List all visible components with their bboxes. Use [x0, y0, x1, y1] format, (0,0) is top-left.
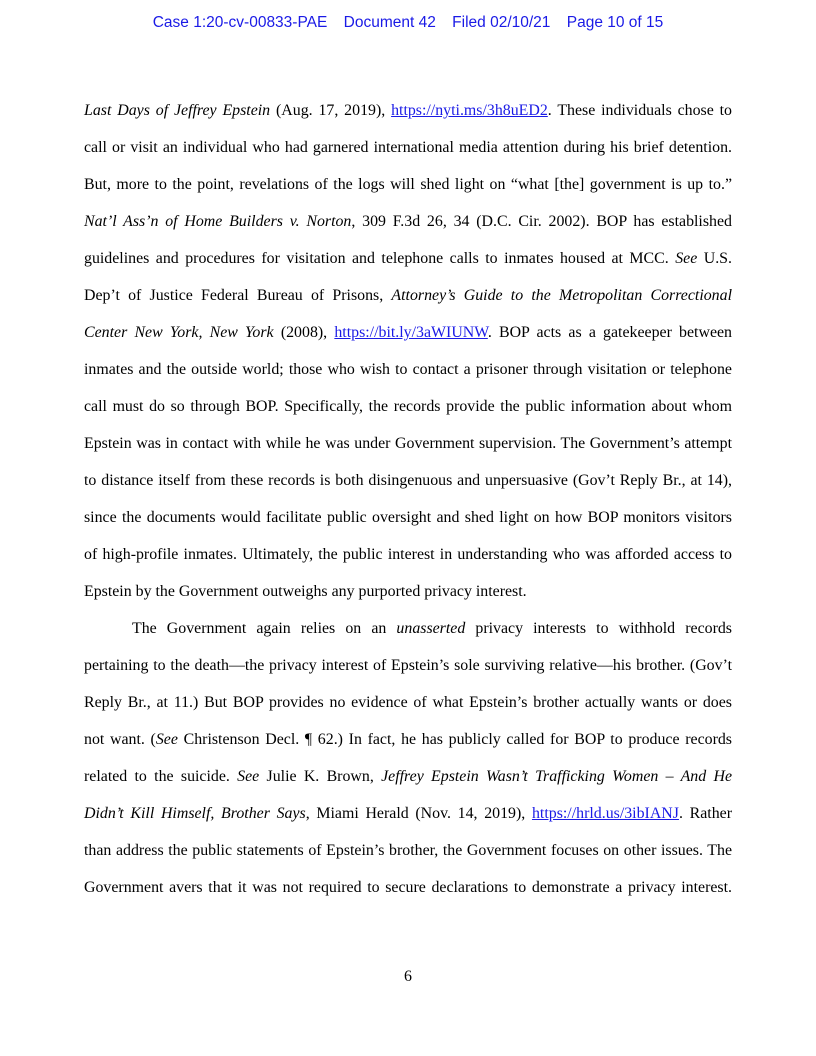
text-line: to distance itself from these records is both disingenuous and unpersuasive (Gov’t Reply Br., at 14), — [84, 472, 732, 489]
text-line: Reply Br., at 11.) But BOP provides no evidence of what Epstein’s brother actually wants or does — [84, 694, 732, 711]
text-span: Julie K. Brown, — [259, 768, 382, 785]
document-number: Document 42 — [343, 14, 436, 31]
text-span: (2008), — [273, 324, 335, 341]
bitly-link[interactable]: https://bit.ly/3aWIUNW — [334, 324, 488, 341]
text-span: not want. ( — [84, 731, 156, 748]
signal-see: See — [237, 768, 260, 785]
page-count: Page 10 of 15 — [566, 14, 664, 31]
nyt-link[interactable]: https://nyti.ms/3h8uED2 — [391, 102, 548, 119]
text-span: . Rather — [678, 805, 732, 822]
citation-title: Jeffrey Epstein Wasn’t Trafficking Women – And He — [381, 768, 732, 785]
ecf-header — [0, 14, 816, 32]
text-span: related to the suicide. — [84, 768, 238, 785]
signal-see: See — [155, 731, 178, 748]
text-span: guidelines and procedures for visitation and telephone calls to inmates housed at MCC. — [84, 250, 676, 267]
filed-date: Filed 02/10/21 — [452, 14, 551, 31]
text-span: privacy interests to withhold records — [465, 620, 732, 637]
case-citation: Nat’l Ass’n of Home Builders v. Norton — [84, 213, 352, 230]
text-line — [84, 277, 732, 314]
text-line: But, more to the point, revelations of the logs will shed light on “what [the] government is up to.” — [84, 176, 732, 193]
text-span: Dep’t of Justice Federal Bureau of Prisons, — [84, 287, 392, 304]
text-span: Christenson Decl. ¶ 62.) In fact, he has publicly called for BOP to produce records — [177, 731, 732, 748]
text-span: U.S. — [697, 250, 732, 267]
text-line: Epstein was in contact with while he was under Government supervision. The Government’s attempt — [84, 435, 732, 452]
text-line — [84, 795, 732, 832]
text-span: , Miami Herald (Nov. 14, 2019), — [305, 805, 532, 822]
text-line — [84, 92, 732, 129]
text-line — [84, 203, 732, 240]
text-line: than address the public statements of Epstein’s brother, the Government focuses on other issues. The — [84, 842, 732, 859]
text-line: call or visit an individual who had garnered international media attention during his brief detention. — [84, 139, 732, 156]
body-text — [84, 92, 732, 906]
text-line: since the documents would facilitate public oversight and shed light on how BOP monitors visitors — [84, 509, 732, 526]
citation-title: Attorney’s Guide to the Metropolitan Correctional — [391, 287, 732, 304]
text-line: pertaining to the death—the privacy interest of Epstein’s sole surviving relative—his brother. (Gov’t — [84, 657, 732, 674]
page-number: 6 — [404, 968, 412, 985]
text-line — [84, 314, 732, 351]
citation-title: Center New York, New York — [84, 324, 274, 341]
citation-title: Last Days of Jeffrey Epstein — [84, 102, 271, 119]
text-span: , 309 F.3d 26, 34 (D.C. Cir. 2002). BOP has established — [351, 213, 732, 230]
text-line — [84, 758, 732, 795]
text-span: . BOP acts as a gatekeeper between — [487, 324, 732, 341]
emphasis: unasserted — [396, 620, 466, 637]
text-line: inmates and the outside world; those who wish to contact a prisoner through visitation or telephone — [84, 361, 732, 378]
citation-title: Didn’t Kill Himself, Brother Says — [84, 805, 306, 822]
text-span: (Aug. 17, 2019), — [270, 102, 392, 119]
text-line — [84, 240, 732, 277]
text-line — [84, 721, 732, 758]
text-line: call must do so through BOP. Specifically, the records provide the public information about whom — [84, 398, 732, 415]
signal-see: See — [675, 250, 698, 267]
text-span: The Government again relies on an — [132, 620, 397, 637]
text-line: of high-profile inmates. Ultimately, the public interest in understanding who was afforded access to — [84, 546, 732, 563]
paragraph-start-line — [84, 610, 732, 647]
case-number: Case 1:20-cv-00833-PAE — [152, 14, 328, 31]
text-span: . These individuals chose to — [547, 102, 733, 119]
text-line: Epstein by the Government outweighs any purported privacy interest. — [84, 583, 527, 600]
miami-herald-link[interactable]: https://hrld.us/3ibIANJ — [531, 805, 679, 822]
text-line: Government avers that it was not required to secure declarations to demonstrate a privacy interest. — [84, 879, 732, 896]
